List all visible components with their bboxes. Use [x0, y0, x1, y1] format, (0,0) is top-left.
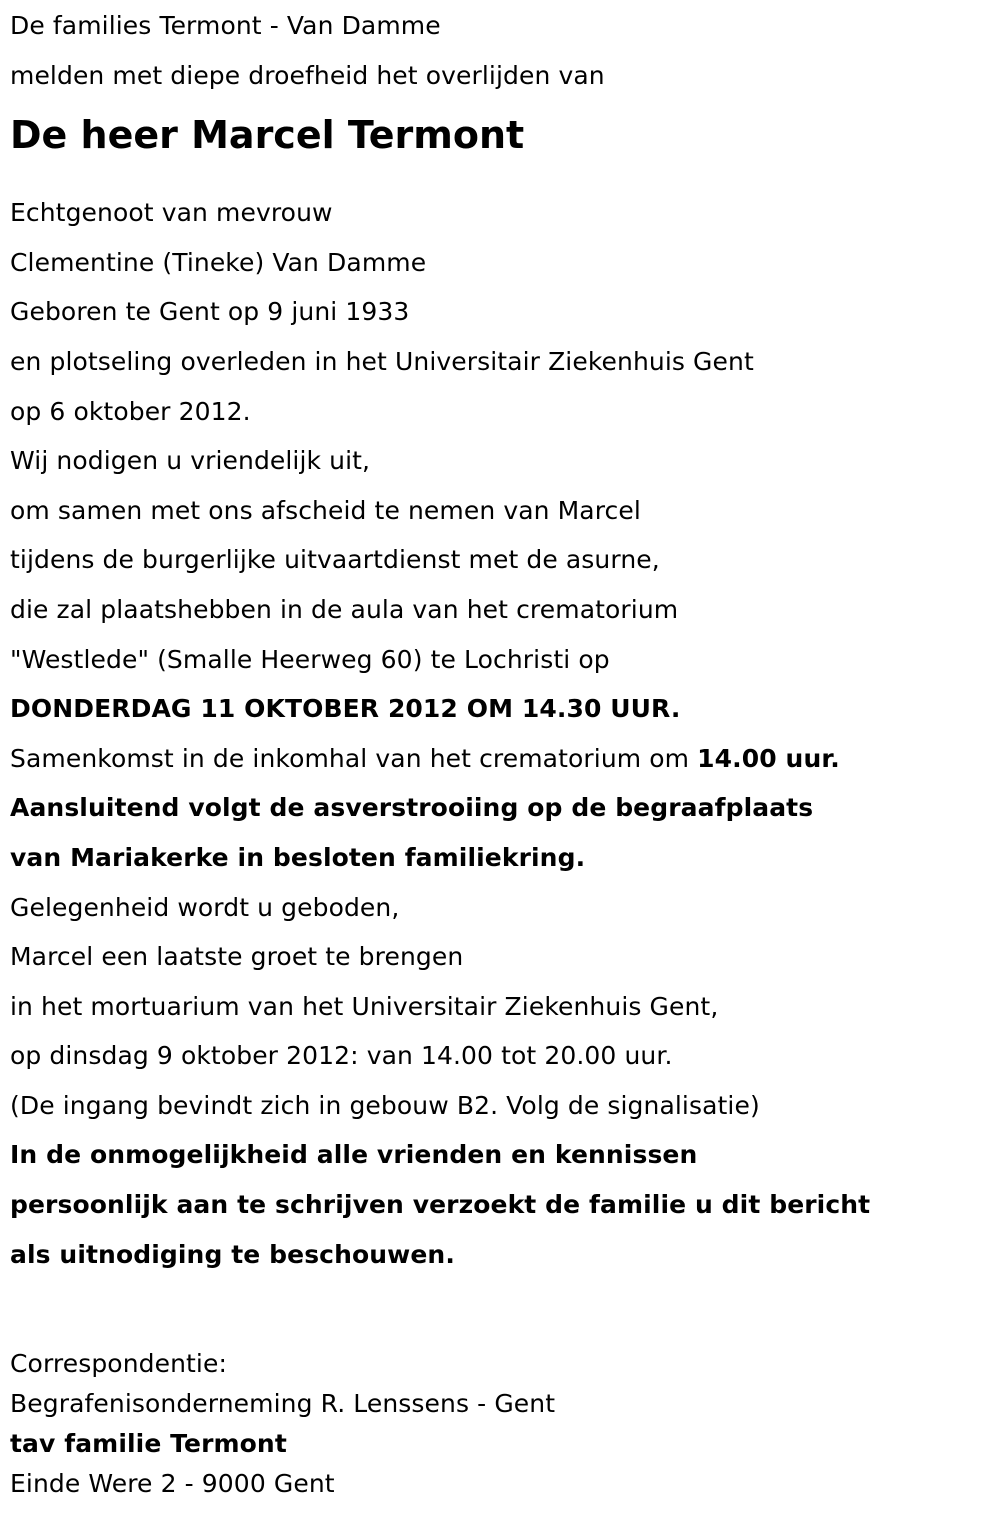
intro-line: De families Termont - Van Damme	[10, 11, 441, 40]
body-line	[10, 932, 995, 982]
body-line-text: als uitnodiging te beschouwen.	[10, 1239, 455, 1269]
body-line	[10, 1230, 995, 1280]
intro-block	[10, 1, 995, 100]
body-line-text: die zal plaatshebben in de aula van het crematorium	[10, 594, 679, 624]
body-line-text: Aansluitend volgt de asverstrooiing op de begraafplaats	[10, 793, 814, 823]
body-line	[10, 486, 995, 536]
body-line-text: Wij nodigen u vriendelijk uit,	[10, 446, 371, 476]
body-line-text: In de onmogelijkheid alle vrienden en kennissen	[10, 1140, 698, 1170]
body-line-text: tijdens de burgerlijke uitvaartdienst met de asurne,	[10, 545, 660, 575]
body-line	[10, 1180, 995, 1230]
body-line-text: Samenkomst in de inkomhal van het crematorium om	[10, 743, 698, 773]
body-line	[10, 883, 995, 933]
body-line	[10, 684, 995, 734]
notice-body	[10, 188, 995, 1279]
body-line-text: persoonlijk aan te schrijven verzoekt de familie u dit bericht	[10, 1190, 871, 1220]
body-line	[10, 436, 995, 486]
deceased-name-heading: De heer Marcel Termont	[10, 113, 525, 158]
body-line	[10, 535, 995, 585]
body-line-text: Marcel een laatste groet te brengen	[10, 942, 464, 972]
body-line	[10, 287, 995, 337]
body-line	[10, 585, 995, 635]
body-line-bold-text: 14.00 uur.	[697, 743, 840, 773]
correspondence-block	[10, 1344, 555, 1504]
body-line	[10, 238, 995, 288]
death-notice	[10, 0, 995, 1498]
body-line	[10, 783, 995, 833]
correspondence-line	[10, 1424, 555, 1464]
body-line-text: om samen met ons afscheid te nemen van Marcel	[10, 495, 641, 525]
correspondence-line-text: Begrafenisonderneming R. Lenssens - Gent	[10, 1389, 556, 1418]
body-line	[10, 635, 995, 685]
body-line-text: Echtgenoot van mevrouw	[10, 198, 333, 228]
body-line	[10, 833, 995, 883]
body-line	[10, 1031, 995, 1081]
correspondence-line	[10, 1344, 555, 1384]
body-line-text: Geboren te Gent op 9 juni 1933	[10, 297, 410, 327]
body-line-text: van Mariakerke in besloten familiekring.	[10, 842, 586, 872]
body-line-text: "Westlede" (Smalle Heerweg 60) te Lochristi op	[10, 644, 610, 674]
correspondence-line-text: tav familie Termont	[10, 1429, 287, 1458]
body-line-text: (De ingang bevindt zich in gebouw B2. Volg de signalisatie)	[10, 1090, 760, 1120]
body-line-text: Gelegenheid wordt u geboden,	[10, 892, 400, 922]
body-line	[10, 1130, 995, 1180]
body-line-text: en plotseling overleden in het Universitair Ziekenhuis Gent	[10, 346, 754, 376]
body-line	[10, 188, 995, 238]
correspondence-line-text: Einde Were 2 - 9000 Gent	[10, 1469, 335, 1498]
correspondence-line	[10, 1464, 555, 1504]
body-line-text: op dinsdag 9 oktober 2012: van 14.00 tot 20.00 uur.	[10, 1041, 673, 1071]
intro-line: melden met diepe droefheid het overlijden van	[10, 60, 605, 90]
body-line	[10, 734, 995, 784]
body-line	[10, 982, 995, 1032]
correspondence-line-text: Correspondentie:	[10, 1349, 227, 1378]
correspondence-line	[10, 1384, 555, 1424]
body-line-text: Clementine (Tineke) Van Damme	[10, 247, 427, 277]
body-line-text: op 6 oktober 2012.	[10, 396, 251, 426]
body-line	[10, 337, 995, 387]
body-line	[10, 387, 995, 437]
body-line-text: in het mortuarium van het Universitair Ziekenhuis Gent,	[10, 991, 719, 1021]
body-line-text: DONDERDAG 11 OKTOBER 2012 OM 14.30 UUR.	[10, 694, 681, 724]
body-line	[10, 1081, 995, 1131]
